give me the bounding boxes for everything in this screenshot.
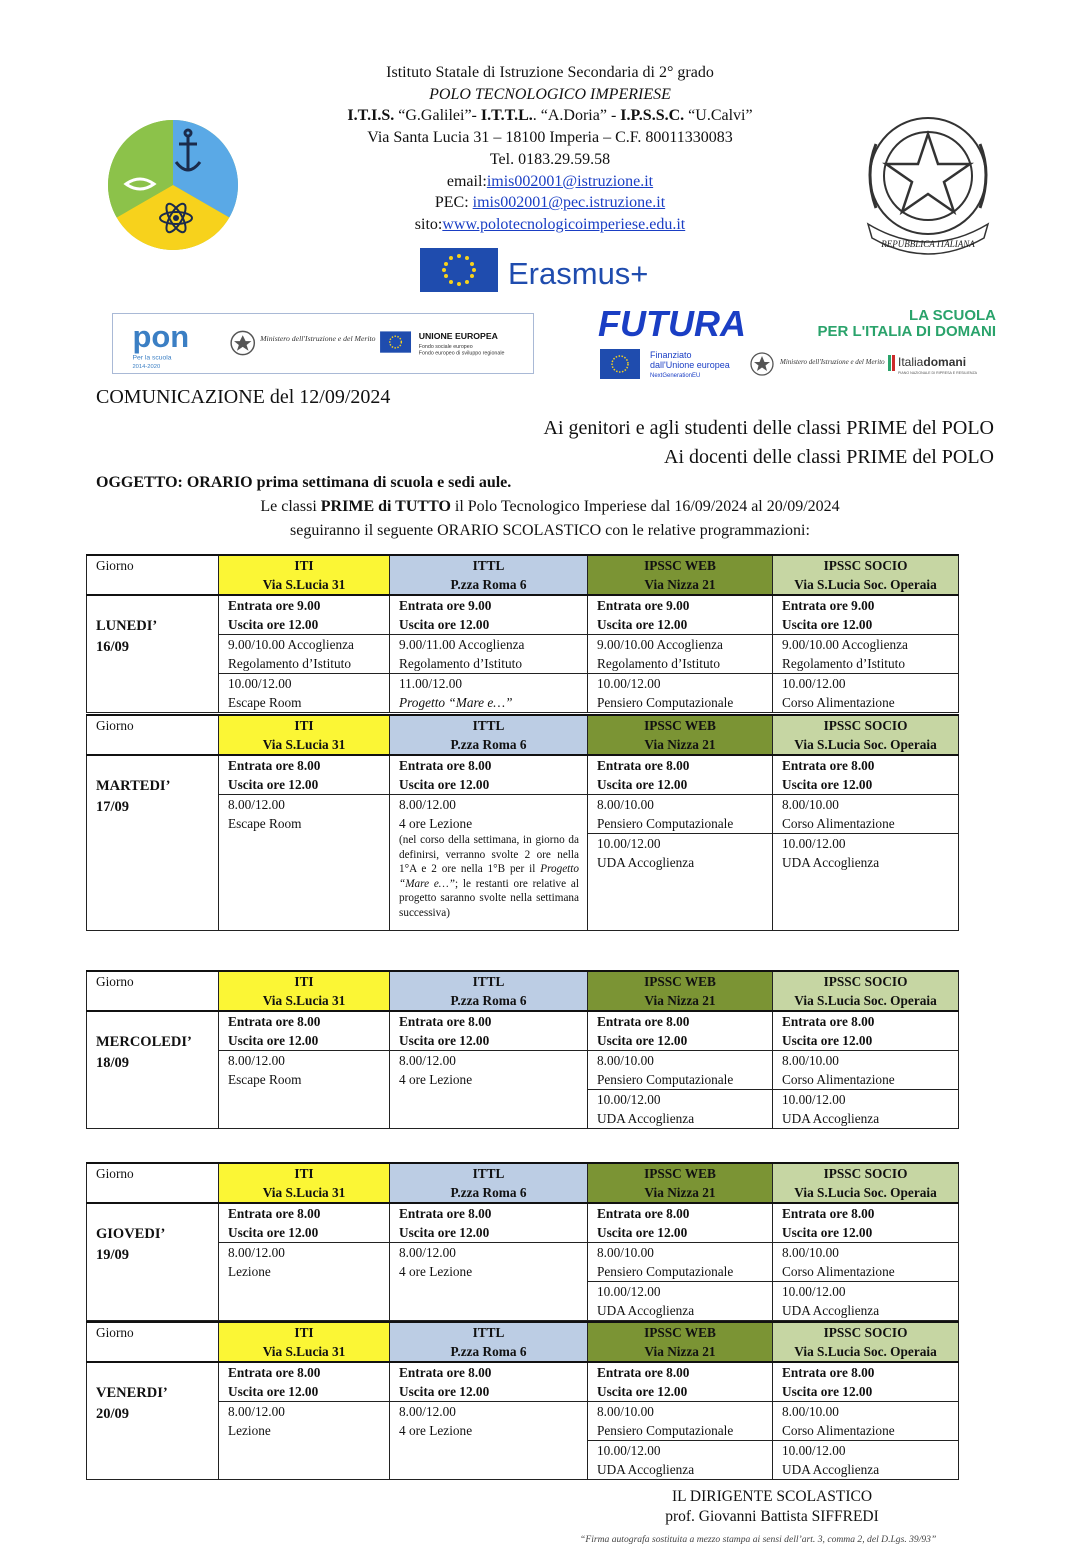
col-ipssc-web: IPSSC WEB Via Nizza 21: [588, 1322, 773, 1362]
pon-ministero: Ministero dell'Istruzione e del Merito: [260, 334, 376, 344]
time-cell: Entrata ore 9.00 Uscita ore 12.00: [219, 595, 390, 635]
time-cell: Entrata ore 8.00 Uscita ore 12.00: [588, 1203, 773, 1243]
schedule-table-5: [86, 1321, 959, 1480]
activity-cell: 8.00/10.00 Corso Alimentazione 10.00/12.00 UDA Accoglienza: [773, 795, 959, 931]
fin-1: Finanziato: [650, 350, 692, 360]
activity-cell: 8.00/10.00 Corso Alimentazione 10.00/12.00 UDA Accoglienza: [773, 1402, 959, 1480]
header-row: [87, 1322, 959, 1362]
col-ipssc-web: IPSSC WEB Via Nizza 21: [588, 971, 773, 1011]
signature-block: [652, 1488, 892, 1526]
col-ipssc-socio: IPSSC SOCIO Via S.Lucia Soc. Operaia: [773, 1322, 959, 1362]
activity-cell: 8.00/10.00 Pensiero Computazionale 10.00/12.00 UDA Accoglienza: [588, 795, 773, 931]
time-cell: Entrata ore 8.00 Uscita ore 12.00: [390, 755, 588, 795]
site-link[interactable]: www.polotecnologicoimperiese.edu.it: [442, 215, 686, 233]
day-cell: MERCOLEDI’ 18/09: [87, 1011, 219, 1129]
institute-site: sito:www.polotecnologicoimperiese.edu.it: [414, 215, 686, 233]
activity-cell: 8.00/12.00 Lezione: [219, 1402, 390, 1480]
addressee-1: Ai genitori e agli studenti delle classi PRIME del POLO: [543, 417, 994, 439]
time-cell: Entrata ore 8.00 Uscita ore 12.00: [219, 1011, 390, 1051]
pon-years: 2014-2020: [132, 364, 161, 371]
giorno-label: Giorno: [87, 1322, 219, 1362]
dirigente-role: IL DIRIGENTE SCOLASTICO: [671, 1488, 873, 1505]
day-row-giovedi: [87, 1203, 959, 1243]
col-ipssc-socio: IPSSC SOCIO Via S.Lucia Soc. Operaia: [773, 555, 959, 595]
email-link[interactable]: imis002001@istruzione.it: [486, 172, 654, 190]
institute-name: POLO TECNOLOGICO IMPERIESE: [429, 85, 671, 103]
time-cell: Entrata ore 8.00 Uscita ore 12.00: [219, 1203, 390, 1243]
activity-cell: 8.00/10.00 Pensiero Computazionale 10.00/12.00 UDA Accoglienza: [588, 1051, 773, 1129]
activity-cell: 8.00/10.00 Pensiero Computazionale 10.00/12.00 UDA Accoglienza: [588, 1402, 773, 1480]
col-ittl: ITTL P.zza Roma 6: [390, 1322, 588, 1362]
futura-text: FUTURA: [598, 306, 746, 344]
activity-cell: 8.00/12.00 4 ore Lezione (nel corso della settimana, in giorno da definirsi, verranno svolte 2 ore nella 1°A e 2 ore nella 1°B per il Progetto “Mare e…”; le restanti ore relative al progetto saranno svolte nella settimana successiva): [390, 795, 588, 931]
activity-cell: 8.00/12.00 4 ore Lezione: [390, 1243, 588, 1321]
time-cell: Entrata ore 8.00 Uscita ore 12.00: [219, 1362, 390, 1402]
time-cell: Entrata ore 9.00 Uscita ore 12.00: [390, 595, 588, 635]
activity-cell: 8.00/12.00 Escape Room: [219, 1051, 390, 1129]
col-ittl: ITTL P.zza Roma 6: [390, 555, 588, 595]
activity-cell: 8.00/10.00 Corso Alimentazione 10.00/12.00 UDA Accoglienza: [773, 1051, 959, 1129]
pon-sub: Per la scuola: [132, 354, 172, 362]
pon-ue-sub1: Fondo sociale europeo: [418, 343, 473, 350]
firma-note: “Firma autografa sostituita a mezzo stampa ai sensi dell’art. 3, comma 2, del D.Lgs. 39/93”: [580, 1534, 937, 1545]
day-row-venerdi: [87, 1362, 959, 1402]
activity-cell: 10.00/12.00 Pensiero Computazionale: [588, 674, 773, 713]
col-ipssc-socio: IPSSC SOCIO Via S.Lucia Soc. Operaia: [773, 971, 959, 1011]
activity-cell: 8.00/12.00 4 ore Lezione: [390, 1051, 588, 1129]
school-logo: [106, 118, 240, 252]
intro-line-1: Le classi PRIME di TUTTO il Polo Tecnologico Imperiese dal 16/09/2024 al 20/09/2024: [260, 498, 840, 515]
col-ipssc-socio: IPSSC SOCIO Via S.Lucia Soc. Operaia: [773, 1163, 959, 1203]
header-row: [87, 1163, 959, 1203]
pec-link[interactable]: imis002001@pec.istruzione.it: [472, 194, 666, 212]
col-iti: ITI Via S.Lucia 31: [219, 555, 390, 595]
activity-cell: 10.00/12.00 Escape Room: [219, 674, 390, 713]
futura-right-1: LA SCUOLA: [909, 307, 996, 324]
day-row-mercoledi: [87, 1011, 959, 1051]
activity-cell: 8.00/10.00 Corso Alimentazione 10.00/12.00 UDA Accoglienza: [773, 1243, 959, 1321]
col-ipssc-web: IPSSC WEB Via Nizza 21: [588, 555, 773, 595]
col-ipssc-web: IPSSC WEB Via Nizza 21: [588, 1163, 773, 1203]
addressee-2: Ai docenti delle classi PRIME del POLO: [664, 446, 994, 468]
col-iti: ITI Via S.Lucia 31: [219, 1163, 390, 1203]
schedule-table-4: [86, 1162, 959, 1321]
subject: OGGETTO: ORARIO prima settimana di scuola e sedi aule.: [96, 474, 512, 491]
time-cell: Entrata ore 8.00 Uscita ore 12.00: [773, 1203, 959, 1243]
col-iti: ITI Via S.Lucia 31: [219, 1322, 390, 1362]
institute-schools: I.T.I.S. “G.Galilei”- I.T.T.L.. “A.Doria” - I.P.S.S.C. “U.Calvi”: [347, 107, 753, 125]
activity-cell: 9.00/10.00 Accoglienza Regolamento d’Istituto: [219, 635, 390, 674]
schedule-table-2: [86, 714, 959, 931]
time-cell: Entrata ore 8.00 Uscita ore 12.00: [773, 1011, 959, 1051]
giorno-label: Giorno: [87, 555, 219, 595]
col-iti: ITI Via S.Lucia 31: [219, 715, 390, 755]
header-row: [87, 555, 959, 595]
pon-ue-sub2: Fondo europeo di sviluppo regionale: [418, 350, 505, 357]
futura-ministero: Ministero dell'Istruzione e del Merito: [780, 358, 885, 366]
time-cell: Entrata ore 9.00 Uscita ore 12.00: [588, 595, 773, 635]
intro-line-2: seguiranno il seguente ORARIO SCOLASTICO con le relative programmazioni:: [290, 522, 810, 539]
pon-logo-text: pon: [132, 318, 190, 354]
time-cell: Entrata ore 8.00 Uscita ore 12.00: [390, 1362, 588, 1402]
institute-header: [230, 62, 870, 236]
day-cell: LUNEDI’ 16/09: [87, 595, 219, 713]
pon-ue: UNIONE EUROPEA: [418, 331, 498, 342]
institute-phone: Tel. 0183.29.59.58: [489, 150, 611, 168]
time-cell: Entrata ore 8.00 Uscita ore 12.00: [390, 1203, 588, 1243]
futura-right-2: PER L'ITALIA DI DOMANI: [817, 323, 996, 340]
activity-cell: 10.00/12.00 Corso Alimentazione: [773, 674, 959, 713]
col-ittl: ITTL P.zza Roma 6: [390, 971, 588, 1011]
day-cell: GIOVEDI’ 19/09: [87, 1203, 219, 1321]
institute-pec: PEC: imis002001@pec.istruzione.it: [434, 194, 666, 212]
italiadomani-sub: PIANO NAZIONALE DI RIPRESA E RESILIENZA: [898, 371, 978, 375]
activity-cell: 8.00/12.00 4 ore Lezione: [390, 1402, 588, 1480]
time-cell: Entrata ore 8.00 Uscita ore 12.00: [219, 755, 390, 795]
communication-title: COMUNICAZIONE del 12/09/2024: [96, 386, 391, 408]
day-cell: MARTEDI’ 17/09: [87, 755, 219, 931]
time-cell: Entrata ore 8.00 Uscita ore 12.00: [588, 1362, 773, 1402]
activity-cell: 8.00/10.00 Pensiero Computazionale 10.00/12.00 UDA Accoglienza: [588, 1243, 773, 1321]
activity-cell: 8.00/12.00 Escape Room: [219, 795, 390, 931]
day-row-martedi: [87, 755, 959, 795]
col-ittl: ITTL P.zza Roma 6: [390, 1163, 588, 1203]
day-cell: VENERDI’ 20/09: [87, 1362, 219, 1480]
italiadomani-text: Italiadomani: [898, 355, 967, 369]
giorno-label: Giorno: [87, 715, 219, 755]
activity-cell: 9.00/11.00 Accoglienza Regolamento d’Istituto: [390, 635, 588, 674]
dirigente-name: prof. Giovanni Battista SIFFREDI: [665, 1508, 879, 1525]
erasmus-logo: [420, 246, 682, 294]
fin-3: NextGenerationEU: [650, 373, 701, 379]
repubblica-emblem: [858, 104, 998, 262]
activity-cell: 9.00/10.00 Accoglienza Regolamento d’Istituto: [588, 635, 773, 674]
pon-banner: [112, 313, 534, 374]
time-cell: Entrata ore 8.00 Uscita ore 12.00: [588, 1011, 773, 1051]
giorno-label: Giorno: [87, 971, 219, 1011]
activity-cell: 11.00/12.00 Progetto “Mare e…”: [390, 674, 588, 713]
institute-email: email:imis002001@istruzione.it: [446, 172, 654, 190]
header-row: [87, 715, 959, 755]
repubblica-text: REPUBBLICA ITALIANA: [881, 239, 975, 249]
header-row: [87, 971, 959, 1011]
schedule-table-1: [86, 554, 959, 713]
time-cell: Entrata ore 8.00 Uscita ore 12.00: [773, 755, 959, 795]
time-cell: Entrata ore 9.00 Uscita ore 12.00: [773, 595, 959, 635]
col-iti: ITI Via S.Lucia 31: [219, 971, 390, 1011]
time-cell: Entrata ore 8.00 Uscita ore 12.00: [390, 1011, 588, 1051]
fin-2: dall'Unione europea: [650, 360, 730, 370]
activity-cell: 8.00/12.00 Lezione: [219, 1243, 390, 1321]
time-cell: Entrata ore 8.00 Uscita ore 12.00: [588, 755, 773, 795]
col-ipssc-socio: IPSSC SOCIO Via S.Lucia Soc. Operaia: [773, 715, 959, 755]
institute-type: Istituto Statale di Istruzione Secondaria di 2° grado: [386, 64, 714, 81]
ittl-note: (nel corso della settimana, in giorno da definirsi, verranno svolte 2 ore nella 1°A e 2 ore nella 1°B per il Progetto “Mare e…”; le restanti ore relative al progetto saranno svolte nella settimana successiva): [399, 834, 579, 919]
col-ittl: ITTL P.zza Roma 6: [390, 715, 588, 755]
schedule-table-3: [86, 970, 959, 1129]
futura-banner: [596, 306, 998, 382]
institute-address: Via Santa Lucia 31 – 18100 Imperia – C.F. 80011330083: [367, 129, 733, 147]
giorno-label: Giorno: [87, 1163, 219, 1203]
erasmus-text: Erasmus+: [508, 256, 649, 291]
time-cell: Entrata ore 8.00 Uscita ore 12.00: [773, 1362, 959, 1402]
activity-cell: 9.00/10.00 Accoglienza Regolamento d’Istituto: [773, 635, 959, 674]
col-ipssc-web: IPSSC WEB Via Nizza 21: [588, 715, 773, 755]
day-row-lunedi: [87, 595, 959, 635]
